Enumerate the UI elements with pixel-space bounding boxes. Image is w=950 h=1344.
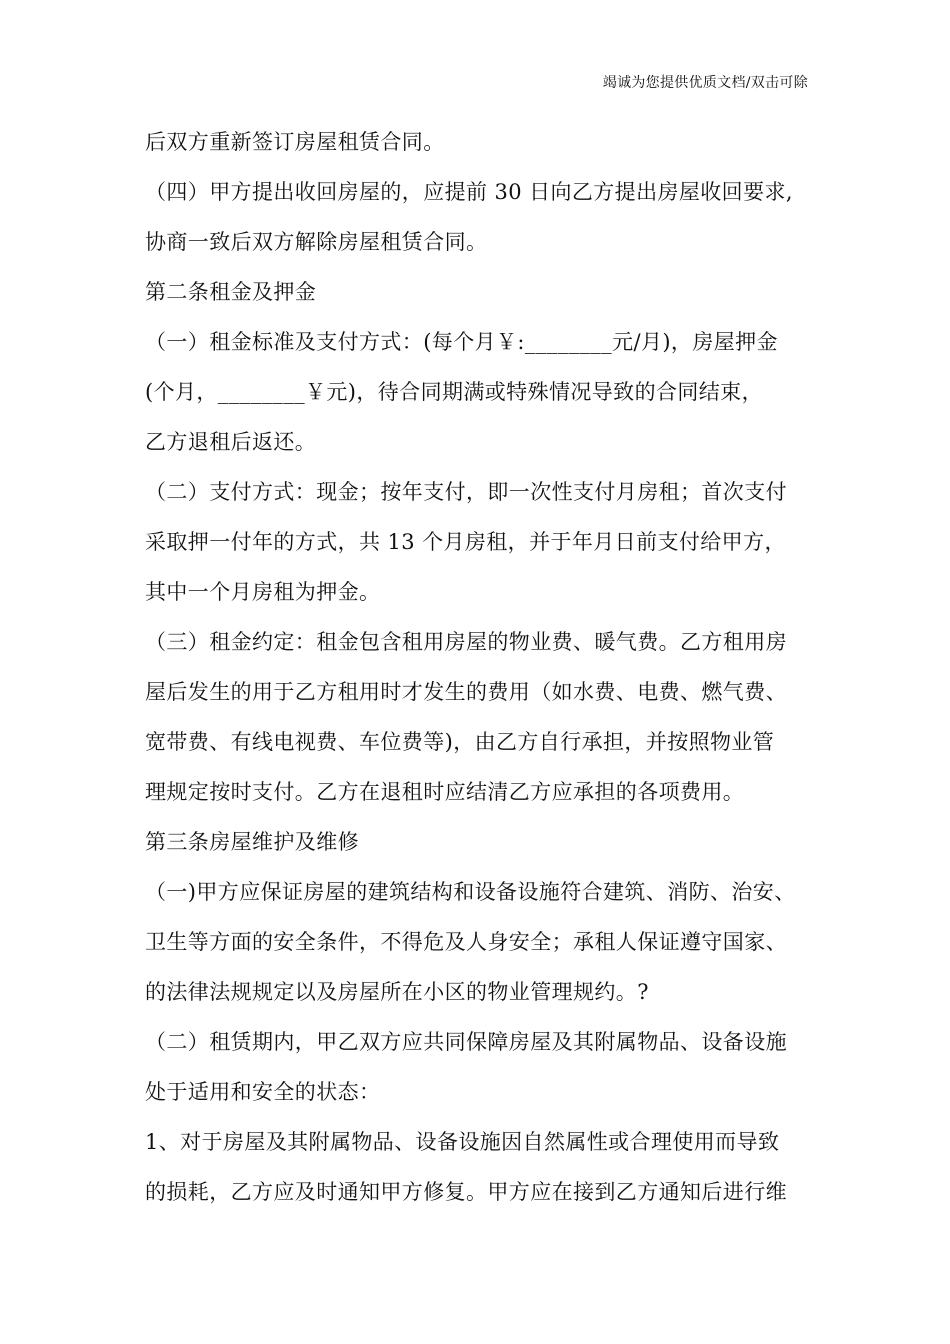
text-line: 理规定按时支付。乙方在退租时应结清乙方应承担的各项费用。 — [145, 780, 745, 804]
text-line: (个月，________￥元)，待合同期满或特殊情况导致的合同结束， — [145, 380, 763, 404]
text-line: （一）租金标准及支付方式：(每个月￥:________元/月)，房屋押金 — [145, 330, 778, 354]
document-body — [145, 117, 810, 1217]
section-heading: 第三条房屋维护及维修 — [145, 830, 359, 854]
section-heading: 第二条租金及押金 — [145, 280, 317, 304]
text-line: 的法律法规规定以及房屋所在小区的物业管理规约。? — [145, 980, 649, 1004]
text-line: （三）租金约定：租金包含租用房屋的物业费、暖气费。乙方租用房 — [145, 630, 787, 654]
text-line: 其中一个月房租为押金。 — [145, 580, 381, 604]
text-line: 处于适用和安全的状态： — [145, 1080, 381, 1104]
text-line: （四）甲方提出收回房屋的，应提前 30 日向乙方提出房屋收回要求, — [145, 180, 793, 204]
text-line: 乙方退租后返还。 — [145, 430, 317, 454]
text-line: 协商一致后双方解除房屋租赁合同。 — [145, 230, 488, 254]
text-line: 后双方重新签订房屋租赁合同。 — [145, 130, 445, 154]
text-line: （一)甲方应保证房屋的建筑结构和设备设施符合建筑、消防、治安、 — [145, 880, 796, 904]
text-line: 采取押一付年的方式，共 13 个月房租，并于年月日前支付给甲方， — [145, 530, 786, 554]
text-line: （二）租赁期内，甲乙双方应共同保障房屋及其附属物品、设备设施 — [145, 1030, 787, 1054]
header-note: 竭诚为您提供优质文档/双击可除 — [602, 75, 808, 91]
text-line: 的损耗，乙方应及时通知甲方修复。甲方应在接到乙方通知后进行维 — [145, 1180, 787, 1204]
text-line: （二）支付方式：现金；按年支付，即一次性支付月房租；首次支付 — [145, 480, 787, 504]
text-line: 屋后发生的用于乙方租用时才发生的费用（如水费、电费、燃气费、 — [145, 680, 787, 704]
text-line: 卫生等方面的安全条件，不得危及人身安全；承租人保证遵守国家、 — [145, 930, 787, 954]
text-line: 宽带费、有线电视费、车位费等)，由乙方自行承担，并按照物业管 — [145, 730, 775, 754]
text-line: 1、对于房屋及其附属物品、设备设施因自然属性或合理使用而导致 — [145, 1130, 780, 1154]
